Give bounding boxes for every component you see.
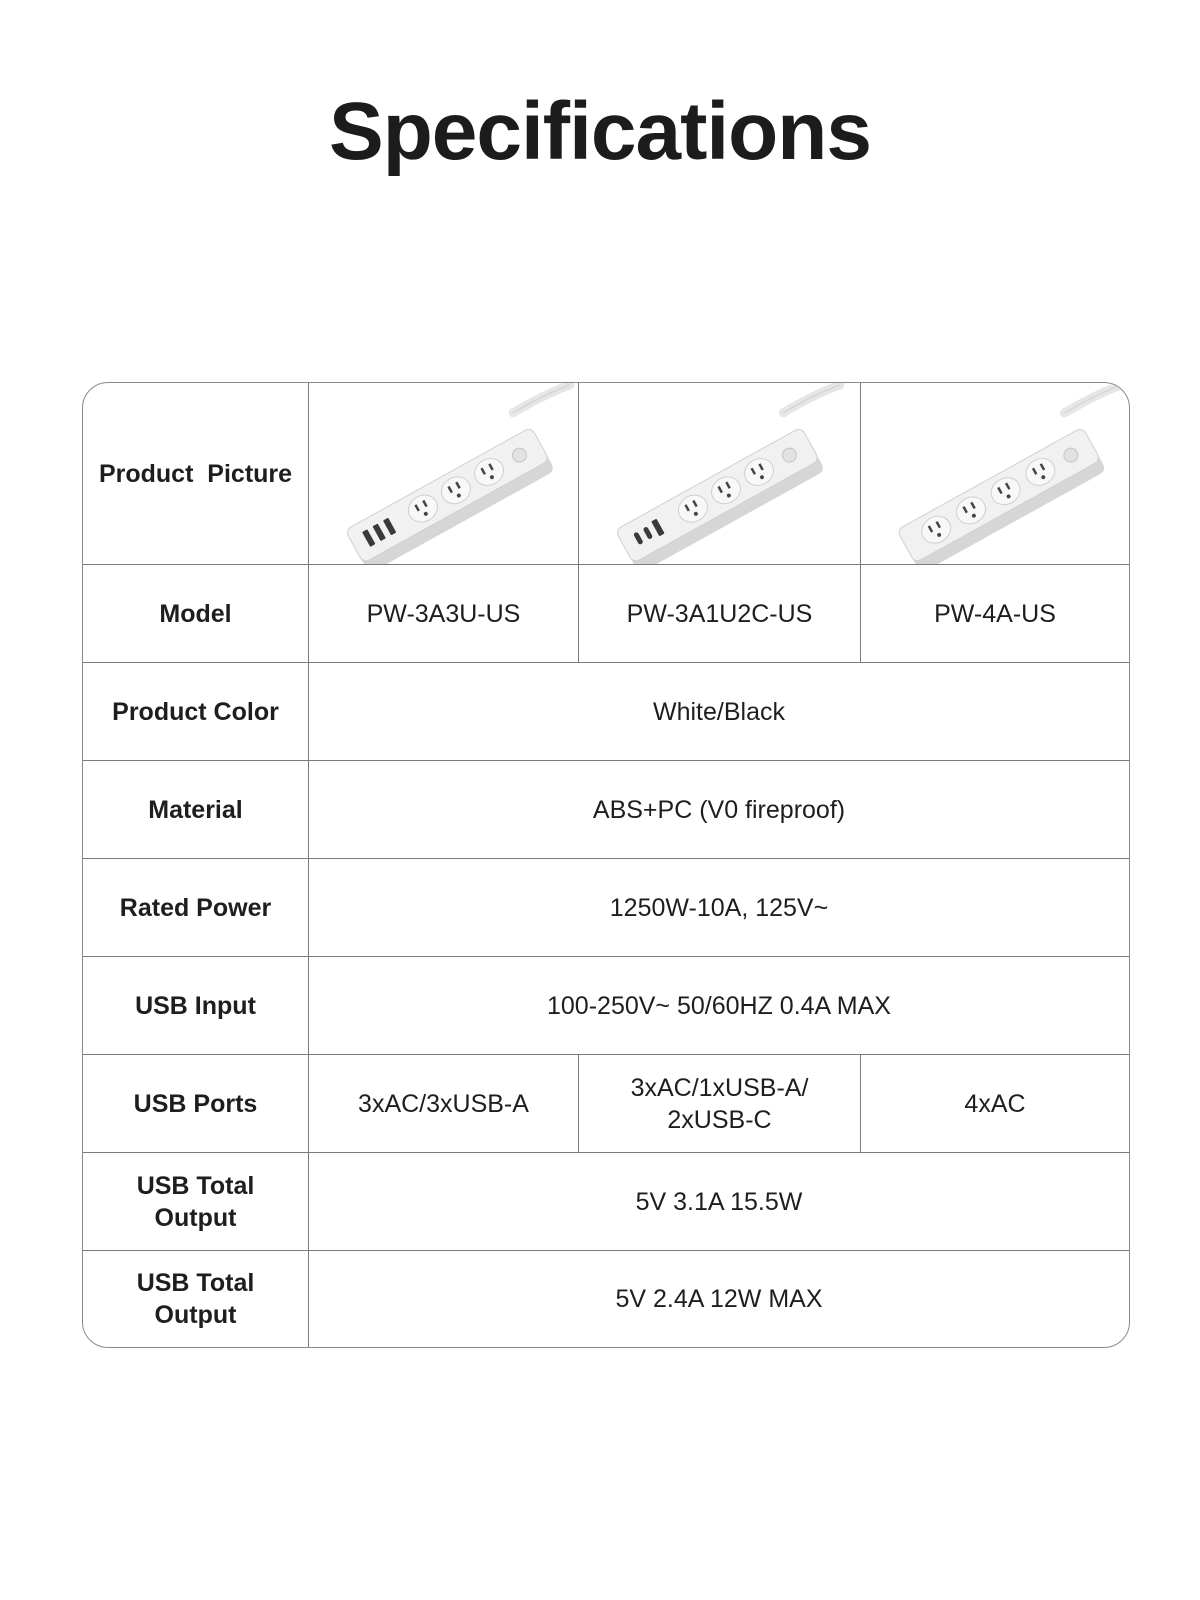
- usb-ports-value-3: 4xAC: [861, 1055, 1129, 1153]
- product-picture-1: [309, 383, 579, 565]
- usb-total-output-value-2: 5V 2.4A 12W MAX: [615, 1285, 823, 1313]
- usb-ports-value-1: 3xAC/3xUSB-A: [309, 1055, 579, 1153]
- row-label-usb-ports: USB Ports: [83, 1055, 309, 1153]
- material-value: ABS+PC (V0 fireproof): [309, 761, 1129, 859]
- power-strip-3ac-1usba-2usbc-icon: [615, 385, 840, 564]
- usb-input-value: 100-250V~ 50/60HZ 0.4A MAX: [309, 957, 1129, 1055]
- product-color-value: White/Black: [309, 663, 1129, 761]
- usb-ports-value-2: 3xAC/1xUSB-A/ 2xUSB-C: [579, 1055, 861, 1153]
- row-label-model: Model: [83, 565, 309, 663]
- page-title: Specifications: [329, 86, 871, 177]
- row-label-material: Material: [83, 761, 309, 859]
- rated-power-value: 1250W-10A, 125V~: [309, 859, 1129, 957]
- product-picture-2: [579, 383, 861, 565]
- row-label-usb-total-output-1: USB Total Output: [83, 1153, 309, 1251]
- row-label-rated-power: Rated Power: [83, 859, 309, 957]
- model-value-2: PW-3A1U2C-US: [579, 565, 861, 663]
- specifications-table: [82, 382, 1130, 1348]
- row-label-product-picture: Product Picture: [83, 383, 309, 565]
- usb-total-output-value-1: 5V 3.1A 15.5W: [309, 1153, 1129, 1251]
- product-picture-3: [861, 383, 1129, 565]
- power-strip-4ac-icon: [897, 385, 1121, 564]
- model-value-1: PW-3A3U-US: [309, 565, 579, 663]
- row-label-usb-total-output-2: USB Total Output: [83, 1251, 309, 1347]
- model-value-3: PW-4A-US: [861, 565, 1129, 663]
- row-label-product-color: Product Color: [83, 663, 309, 761]
- row-label-usb-input: USB Input: [83, 957, 309, 1055]
- power-strip-3ac-3usba-icon: [345, 385, 570, 564]
